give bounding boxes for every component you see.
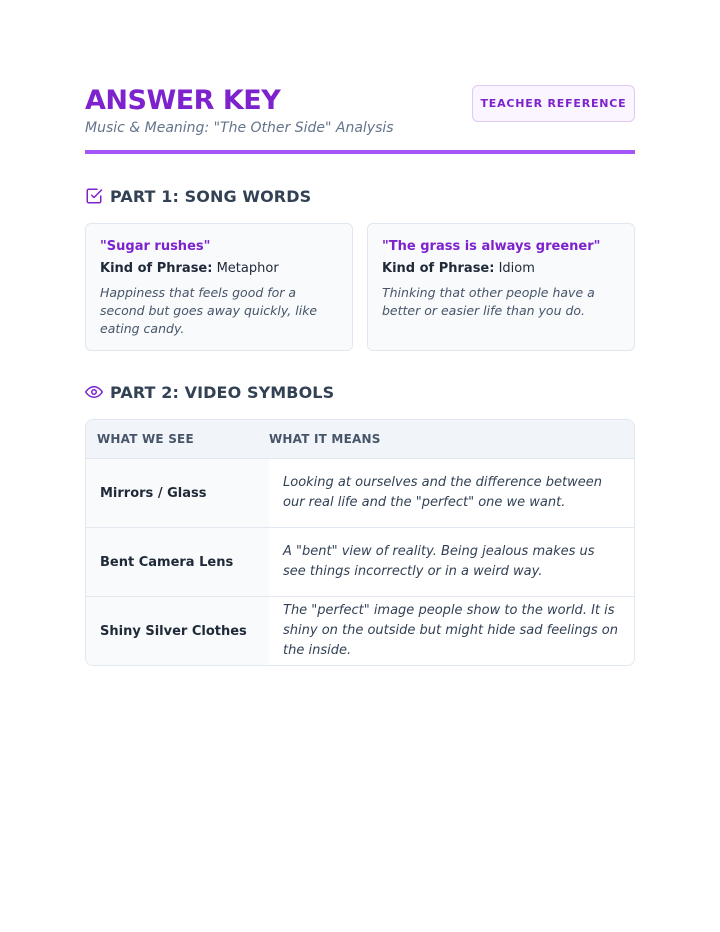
phrase-card [85, 223, 353, 351]
part1-heading [85, 184, 311, 208]
column-header-means: WHAT IT MEANS [269, 432, 381, 446]
page-title: ANSWER KEY [85, 85, 281, 116]
kind-value: Metaphor [216, 261, 279, 276]
video-symbols-table [85, 419, 635, 666]
song-words-cards [85, 223, 635, 351]
kind-label: Kind of Phrase: [100, 261, 213, 276]
page-subtitle: Music & Meaning: "The Other Side" Analysis [85, 120, 394, 136]
table-row [86, 528, 634, 597]
column-header-see: WHAT WE SEE [97, 432, 194, 446]
symbol-cell: Shiny Silver Clothes [86, 597, 269, 665]
part1-heading-label: PART 1: SONG WORDS [110, 186, 312, 206]
phrase-text: "The grass is always greener" [382, 239, 601, 254]
answer-key-page [85, 84, 635, 658]
phrase-kind [382, 260, 620, 278]
phrase-kind [100, 260, 338, 278]
meaning-cell: Looking at ourselves and the difference between our real life and the "perfect" one we want. [283, 475, 603, 510]
phrase-meaning: Thinking that other people have a better or easier life than you do. [382, 285, 595, 318]
phrase-text: "Sugar rushes" [100, 239, 211, 254]
meaning-cell: The "perfect" image people show to the world. It is shiny on the outside but might hide sad feelings on the inside. [283, 603, 618, 658]
part2-heading [85, 380, 334, 404]
table-row [86, 597, 634, 665]
table-header [86, 420, 634, 459]
symbol-cell: Mirrors / Glass [86, 459, 269, 527]
part2-heading-label: PART 2: VIDEO SYMBOLS [110, 382, 335, 402]
kind-value: Idiom [498, 261, 535, 276]
checkbox-icon [85, 187, 103, 205]
teacher-reference-badge: TEACHER REFERENCE [472, 85, 635, 122]
phrase-meaning: Happiness that feels good for a second but goes away quickly, like eating candy. [100, 285, 318, 336]
meaning-cell: A "bent" view of reality. Being jealous makes us see things incorrectly or in a weird way. [283, 544, 595, 579]
header [85, 84, 635, 154]
table-row [86, 459, 634, 528]
phrase-card [367, 223, 635, 351]
symbol-cell: Bent Camera Lens [86, 528, 269, 596]
kind-label: Kind of Phrase: [382, 261, 495, 276]
eye-icon [85, 383, 103, 401]
